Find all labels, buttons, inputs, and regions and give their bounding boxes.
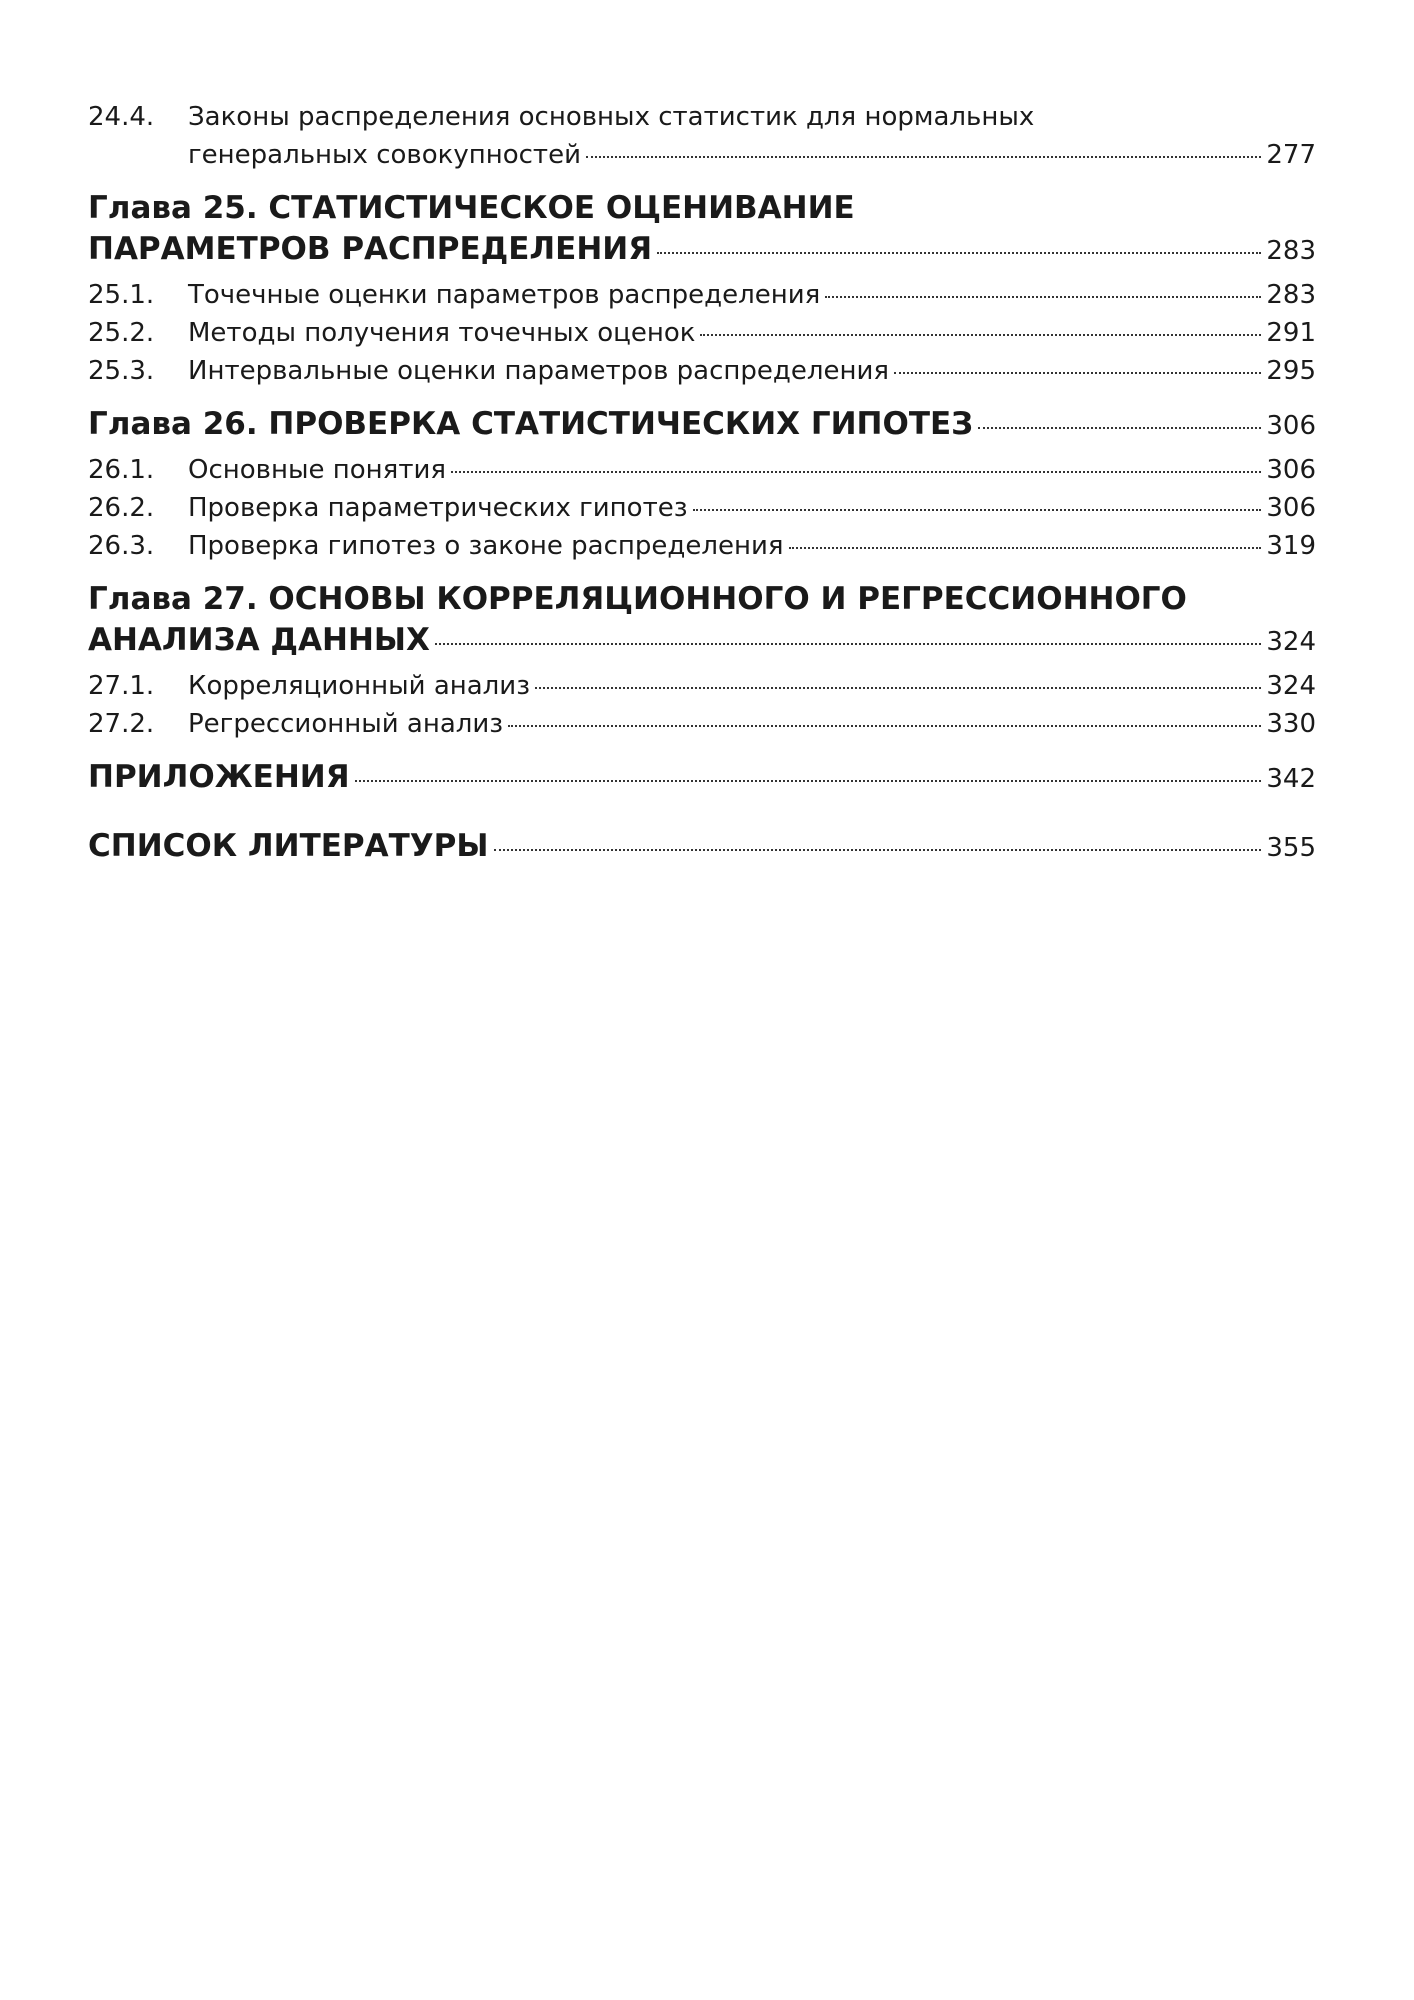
section-number: 25.1. xyxy=(88,280,155,310)
chapter-title-line1: Глава 27. ОСНОВЫ КОРРЕЛЯЦИОННОГО И РЕГРЕССИОННОГО xyxy=(88,581,1187,617)
dot-leader xyxy=(657,252,1261,254)
page-number: 342 xyxy=(1266,764,1316,794)
page-number: 306 xyxy=(1266,455,1316,485)
dot-leader xyxy=(355,780,1262,782)
chapter-title-line1: Глава 25. СТАТИСТИЧЕСКОЕ ОЦЕНИВАНИЕ xyxy=(88,190,855,226)
section-number: 27.1. xyxy=(88,671,155,701)
section-number: 26.2. xyxy=(88,493,155,523)
section-title: Методы получения точечных оценок xyxy=(188,318,696,348)
dot-leader xyxy=(789,547,1262,549)
toc-entry-25-3[interactable] xyxy=(88,352,1316,390)
toc-chapter-26[interactable] xyxy=(88,404,1316,447)
section-number: 27.2. xyxy=(88,709,155,739)
toc-entry-25-2[interactable] xyxy=(88,314,1316,352)
toc-entry-26-3[interactable] xyxy=(88,527,1316,565)
section-title: Корреляционный анализ xyxy=(188,671,531,701)
toc-entry-25-1[interactable] xyxy=(88,276,1316,314)
toc-entry-26-1[interactable] xyxy=(88,451,1316,489)
toc-entry-26-2[interactable] xyxy=(88,489,1316,527)
page-number: 324 xyxy=(1266,671,1316,701)
dot-leader xyxy=(508,725,1261,727)
page-number: 295 xyxy=(1266,356,1316,386)
dot-leader xyxy=(451,471,1261,473)
dot-leader xyxy=(494,849,1262,851)
dot-leader xyxy=(693,509,1262,511)
section-title: Точечные оценки параметров распределения xyxy=(188,280,821,310)
dot-leader xyxy=(894,372,1261,374)
dot-leader xyxy=(825,296,1261,298)
section-title-line2: генеральных совокупностей xyxy=(188,140,581,170)
section-title-line1: Законы распределения основных статистик для нормальных xyxy=(188,102,1035,132)
page-number: 277 xyxy=(1266,140,1316,170)
dot-leader xyxy=(586,156,1261,158)
section-title: Интервальные оценки параметров распределения xyxy=(188,356,890,386)
page-number: 355 xyxy=(1266,833,1316,863)
appendix-title: ПРИЛОЖЕНИЯ xyxy=(88,759,350,795)
section-number: 24.4. xyxy=(88,102,155,132)
page-number: 319 xyxy=(1266,531,1316,561)
dot-leader xyxy=(700,334,1261,336)
section-title: Проверка гипотез о законе распределения xyxy=(188,531,784,561)
toc-entry-27-1[interactable] xyxy=(88,667,1316,705)
references-title: СПИСОК ЛИТЕРАТУРЫ xyxy=(88,828,489,864)
dot-leader xyxy=(978,427,1261,429)
dot-leader xyxy=(435,643,1261,645)
toc-entry-24-4[interactable] xyxy=(88,98,1316,174)
section-number: 25.3. xyxy=(88,356,155,386)
section-number: 26.1. xyxy=(88,455,155,485)
page-number: 283 xyxy=(1266,280,1316,310)
chapter-title: Глава 26. ПРОВЕРКА СТАТИСТИЧЕСКИХ ГИПОТЕЗ xyxy=(88,406,974,442)
toc-chapter-25[interactable] xyxy=(88,188,1316,272)
page-number: 324 xyxy=(1266,627,1316,657)
chapter-title-line2: АНАЛИЗА ДАННЫХ xyxy=(88,622,430,658)
page-number: 283 xyxy=(1266,236,1316,266)
page-number: 291 xyxy=(1266,318,1316,348)
toc-entry-27-2[interactable] xyxy=(88,705,1316,743)
section-title: Проверка параметрических гипотез xyxy=(188,493,688,523)
section-number: 25.2. xyxy=(88,318,155,348)
toc-chapter-27[interactable] xyxy=(88,579,1316,663)
toc-references[interactable] xyxy=(88,826,1316,869)
page-number: 306 xyxy=(1266,411,1316,441)
section-number: 26.3. xyxy=(88,531,155,561)
dot-leader xyxy=(535,687,1261,689)
page-number: 330 xyxy=(1266,709,1316,739)
toc-appendix[interactable] xyxy=(88,757,1316,800)
chapter-title-line2: ПАРАМЕТРОВ РАСПРЕДЕЛЕНИЯ xyxy=(88,231,653,267)
section-title: Регрессионный анализ xyxy=(188,709,504,739)
table-of-contents xyxy=(88,98,1316,869)
page-number: 306 xyxy=(1266,493,1316,523)
section-title: Основные понятия xyxy=(188,455,447,485)
